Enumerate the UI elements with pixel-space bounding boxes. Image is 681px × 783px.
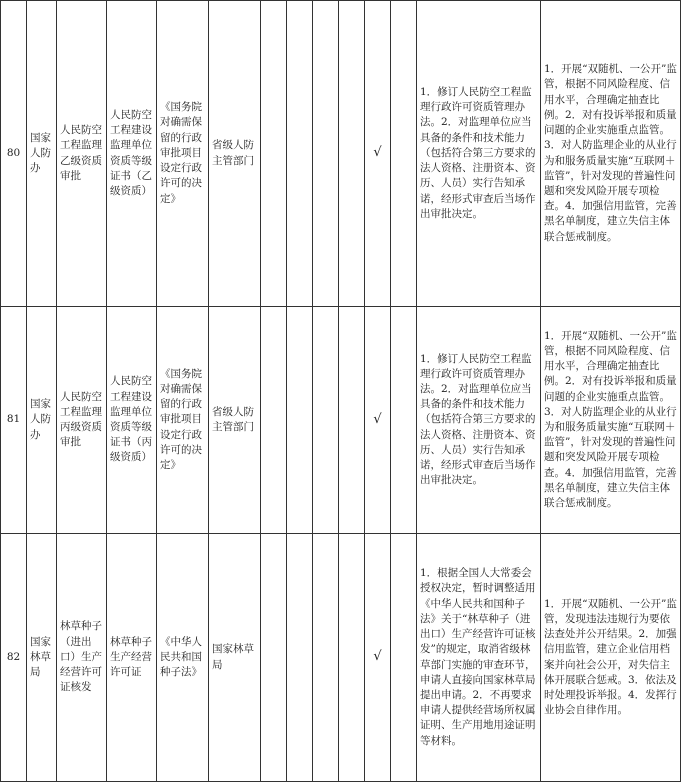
empty-cell [261,307,287,534]
sub-item-cell: 人民防空工程建设监理单位资质等级证书（丙级资质） [107,307,157,534]
basis-cell: 《国务院对确需保留的行政审批项目设定行政许可的决定》 [157,1,209,307]
item-cell: 人民防空工程监理乙级资质审批 [57,1,107,307]
empty-cell [313,1,339,307]
check-mark: √ [365,307,391,534]
empty-cell [287,307,313,534]
row-number: 82 [1,534,27,782]
item-cell: 人民防空工程监理丙级资质审批 [57,307,107,534]
empty-cell [261,1,287,307]
empty-cell [391,534,417,782]
empty-cell [313,534,339,782]
empty-cell [391,307,417,534]
supervision-cell: 1．开展“双随机、一公开”监管，根据不同风险程度、信用水平，合理确定抽查比例。2．对有投诉举报和质量问题的企业实施重点监管。3．对人防监理企业的从业行为和服务质量实施“互联网＋监管”，针对发现的普遍性问题和突发风险开展专项检查。4．加强信用监管，完善黑名单制度，建立失信主体联合惩戒制度。 [541,307,681,534]
empty-cell [287,1,313,307]
department-cell: 国家人防办 [27,307,57,534]
sub-item-cell: 林草种子生产经营许可证 [107,534,157,782]
check-mark: √ [365,1,391,307]
measures-cell: 1．根据全国人大常委会授权决定，暂时调整适用《中华人民共和国种子法》关于“林草种子（进出口）生产经营许可证核发”的规定，取消省级林草部门实施的审查环节，申请人直接向国家林草局提出申请。2．不再要求申请人提供经营场所权属证明、生产用地用途证明等材料。 [417,534,541,782]
measures-cell: 1．修订人民防空工程监理行政许可资质管理办法。2．对监理单位应当具备的条件和技术能力（包括符合第三方要求的法人资格、注册资本、资历、人员）实行告知承诺，经形式审查后当场作出审批决定。 [417,307,541,534]
empty-cell [287,534,313,782]
sub-item-cell: 人民防空工程建设监理单位资质等级证书（乙级资质） [107,1,157,307]
table-row [1,307,681,534]
basis-cell: 《中华人民共和国种子法》 [157,534,209,782]
empty-cell [391,1,417,307]
supervision-cell: 1．开展“双随机、一公开”监管，根据不同风险程度、信用水平，合理确定抽查比例。2．对有投诉举报和质量问题的企业实施重点监管。3．对人防监理企业的从业行为和服务质量实施“互联网＋监管”，针对发现的普遍性问题和突发风险开展专项检查。4．加强信用监管，完善黑名单制度，建立失信主体联合惩戒制度。 [541,1,681,307]
empty-cell [261,534,287,782]
item-cell: 林草种子（进出口）生产经营许可证核发 [57,534,107,782]
measures-cell: 1．修订人民防空工程监理行政许可资质管理办法。2．对监理单位应当具备的条件和技术能力（包括符合第三方要求的法人资格、注册资本、资历、人员）实行告知承诺，经形式审查后当场作出审批决定。 [417,1,541,307]
department-cell: 国家林草局 [27,534,57,782]
row-number: 81 [1,307,27,534]
authority-cell: 国家林草局 [209,534,261,782]
authority-cell: 省级人防主管部门 [209,307,261,534]
department-cell: 国家人防办 [27,1,57,307]
empty-cell [313,307,339,534]
supervision-cell: 1．开展“双随机、一公开”监管，发现违法违规行为要依法查处并公开结果。2．加强信用监管，建立企业信用档案并向社会公开，对失信主体开展联合惩戒。3．依法及时处理投诉举报。4．发挥行业协会自律作用。 [541,534,681,782]
empty-cell [339,1,365,307]
empty-cell [339,307,365,534]
row-number: 80 [1,1,27,307]
authority-cell: 省级人防主管部门 [209,1,261,307]
check-mark: √ [365,534,391,782]
basis-cell: 《国务院对确需保留的行政审批项目设定行政许可的决定》 [157,307,209,534]
table-row [1,534,681,782]
empty-cell [339,534,365,782]
table-row [1,1,681,307]
